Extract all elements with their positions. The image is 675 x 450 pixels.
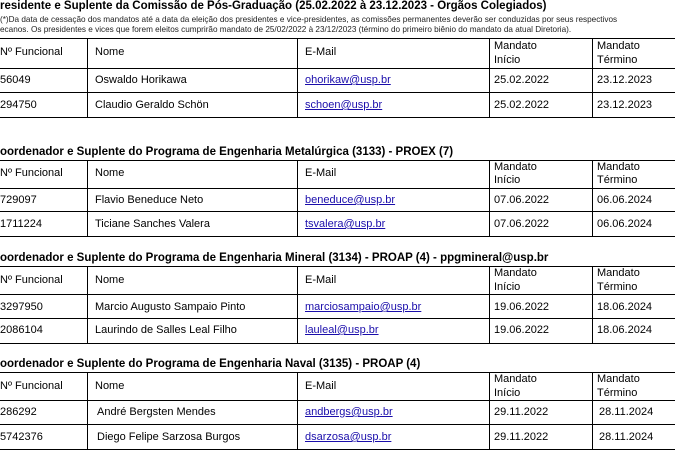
table-row-inicio: 19.06.2022	[494, 324, 550, 336]
email-link[interactable]: andbergs@usp.br	[305, 406, 393, 418]
table-row-termino: 06.06.2024	[597, 194, 653, 206]
table-row-inicio: 29.11.2022	[494, 406, 549, 418]
table-row-termino: 23.12.2023	[597, 99, 653, 111]
header-inicio-2: Início	[494, 387, 521, 399]
table-row-nome: André Bergsten Mendes	[97, 406, 216, 418]
table-row-termino: 18.06.2024	[597, 324, 653, 336]
email-link[interactable]: marciosampaio@usp.br	[305, 301, 422, 313]
table-row-termino: 18.06.2024	[597, 301, 653, 313]
header-termino-1: Mandato	[597, 161, 640, 173]
header-inicio-1: Mandato	[494, 161, 537, 173]
table-row-termino: 23.12.2023	[597, 74, 653, 86]
table-row-inicio: 25.02.2022	[494, 74, 550, 86]
header-email: E-Mail	[305, 274, 337, 286]
email-link[interactable]: lauleal@usp.br	[305, 324, 379, 336]
email-link[interactable]: ohorikaw@usp.br	[305, 74, 391, 86]
table-row-func: 729097	[0, 194, 37, 206]
header-termino-1: Mandato	[597, 267, 640, 279]
table-row-nome: Ticiane Sanches Valera	[95, 218, 210, 230]
table-row-inicio: 19.06.2022	[494, 301, 550, 313]
table-row-inicio: 25.02.2022	[494, 99, 550, 111]
header-inicio-2: Início	[494, 174, 521, 186]
header-termino-2: Término	[597, 281, 638, 293]
header-termino-1: Mandato	[597, 373, 640, 385]
table-row-func: 1711224	[0, 218, 43, 230]
section-title-naval: oordenador e Suplente do Programa de Engenharia Naval (3135) - PROAP (4)	[0, 358, 421, 370]
header-func: Nº Funcional	[0, 46, 63, 58]
table-row-inicio: 07.06.2022	[494, 194, 550, 206]
header-func: Nº Funcional	[0, 274, 63, 286]
header-nome: Nome	[95, 380, 125, 392]
header-inicio-2: Início	[494, 281, 521, 293]
email-link[interactable]: schoen@usp.br	[305, 99, 383, 111]
table-row-inicio: 29.11.2022	[494, 431, 549, 443]
header-inicio-1: Mandato	[494, 373, 537, 385]
section-note-line-2: ecanos. Os presidentes e vices que forem eleitos cumprirão mandato de 25/02/2022 à 23/12/2023 (término do primeiro biênio do mandato da atual Diretoria).	[0, 25, 572, 34]
header-termino-2: Término	[597, 387, 638, 399]
section-title-pos-graduacao: residente e Suplente da Comissão de Pós-Graduação (25.02.2022 à 23.12.2023 - Órgãos Colegiados)	[0, 0, 547, 12]
header-func: Nº Funcional	[0, 380, 63, 392]
table-row-termino: 28.11.2024	[599, 431, 654, 443]
table-row-func: 3297950	[0, 301, 43, 313]
table-row-func: 286292	[0, 406, 37, 418]
table-row-termino: 06.06.2024	[597, 218, 653, 230]
table-row-inicio: 07.06.2022	[494, 218, 550, 230]
email-link[interactable]: dsarzosa@usp.br	[305, 431, 392, 443]
header-func: Nº Funcional	[0, 167, 63, 179]
table-row-nome: Claudio Geraldo Schön	[95, 99, 209, 111]
table-row-nome: Flavio Beneduce Neto	[95, 194, 204, 206]
table-row-nome: Laurindo de Salles Leal Filho	[95, 324, 237, 336]
section-note-line-1: (*)Da data de cessação dos mandatos até a data da eleição dos presidentes e vice-presidentes, as comissões permanentes deverão ser conduzidas por seus respectivos	[0, 15, 618, 24]
table-row-func: 56049	[0, 74, 31, 86]
header-termino-2: Término	[597, 54, 638, 66]
email-link[interactable]: tsvalera@usp.br	[305, 218, 386, 230]
email-link[interactable]: beneduce@usp.br	[305, 194, 396, 206]
header-inicio-1: Mandato	[494, 40, 537, 52]
table-row-func: 294750	[0, 99, 37, 111]
table-row-nome: Marcio Augusto Sampaio Pinto	[95, 301, 246, 313]
table-row-func: 2086104	[0, 324, 43, 336]
header-email: E-Mail	[305, 380, 337, 392]
section-title-metalurgica: oordenador e Suplente do Programa de Engenharia Metalúrgica (3133) - PROEX (7)	[0, 146, 454, 158]
header-termino-2: Término	[597, 174, 638, 186]
header-nome: Nome	[95, 46, 125, 58]
table-row-nome: Oswaldo Horikawa	[95, 74, 187, 86]
header-email: E-Mail	[305, 46, 337, 58]
section-title-mineral: oordenador e Suplente do Programa de Engenharia Mineral (3134) - PROAP (4) - ppgmineral@usp.br	[0, 252, 549, 264]
table-row-termino: 28.11.2024	[599, 406, 654, 418]
table-row-nome: Diego Felipe Sarzosa Burgos	[97, 431, 241, 443]
header-nome: Nome	[95, 274, 125, 286]
header-inicio-2: Início	[494, 54, 521, 66]
table-row-func: 5742376	[0, 431, 43, 443]
header-inicio-1: Mandato	[494, 267, 537, 279]
header-termino-1: Mandato	[597, 40, 640, 52]
header-nome: Nome	[95, 167, 125, 179]
header-email: E-Mail	[305, 167, 337, 179]
